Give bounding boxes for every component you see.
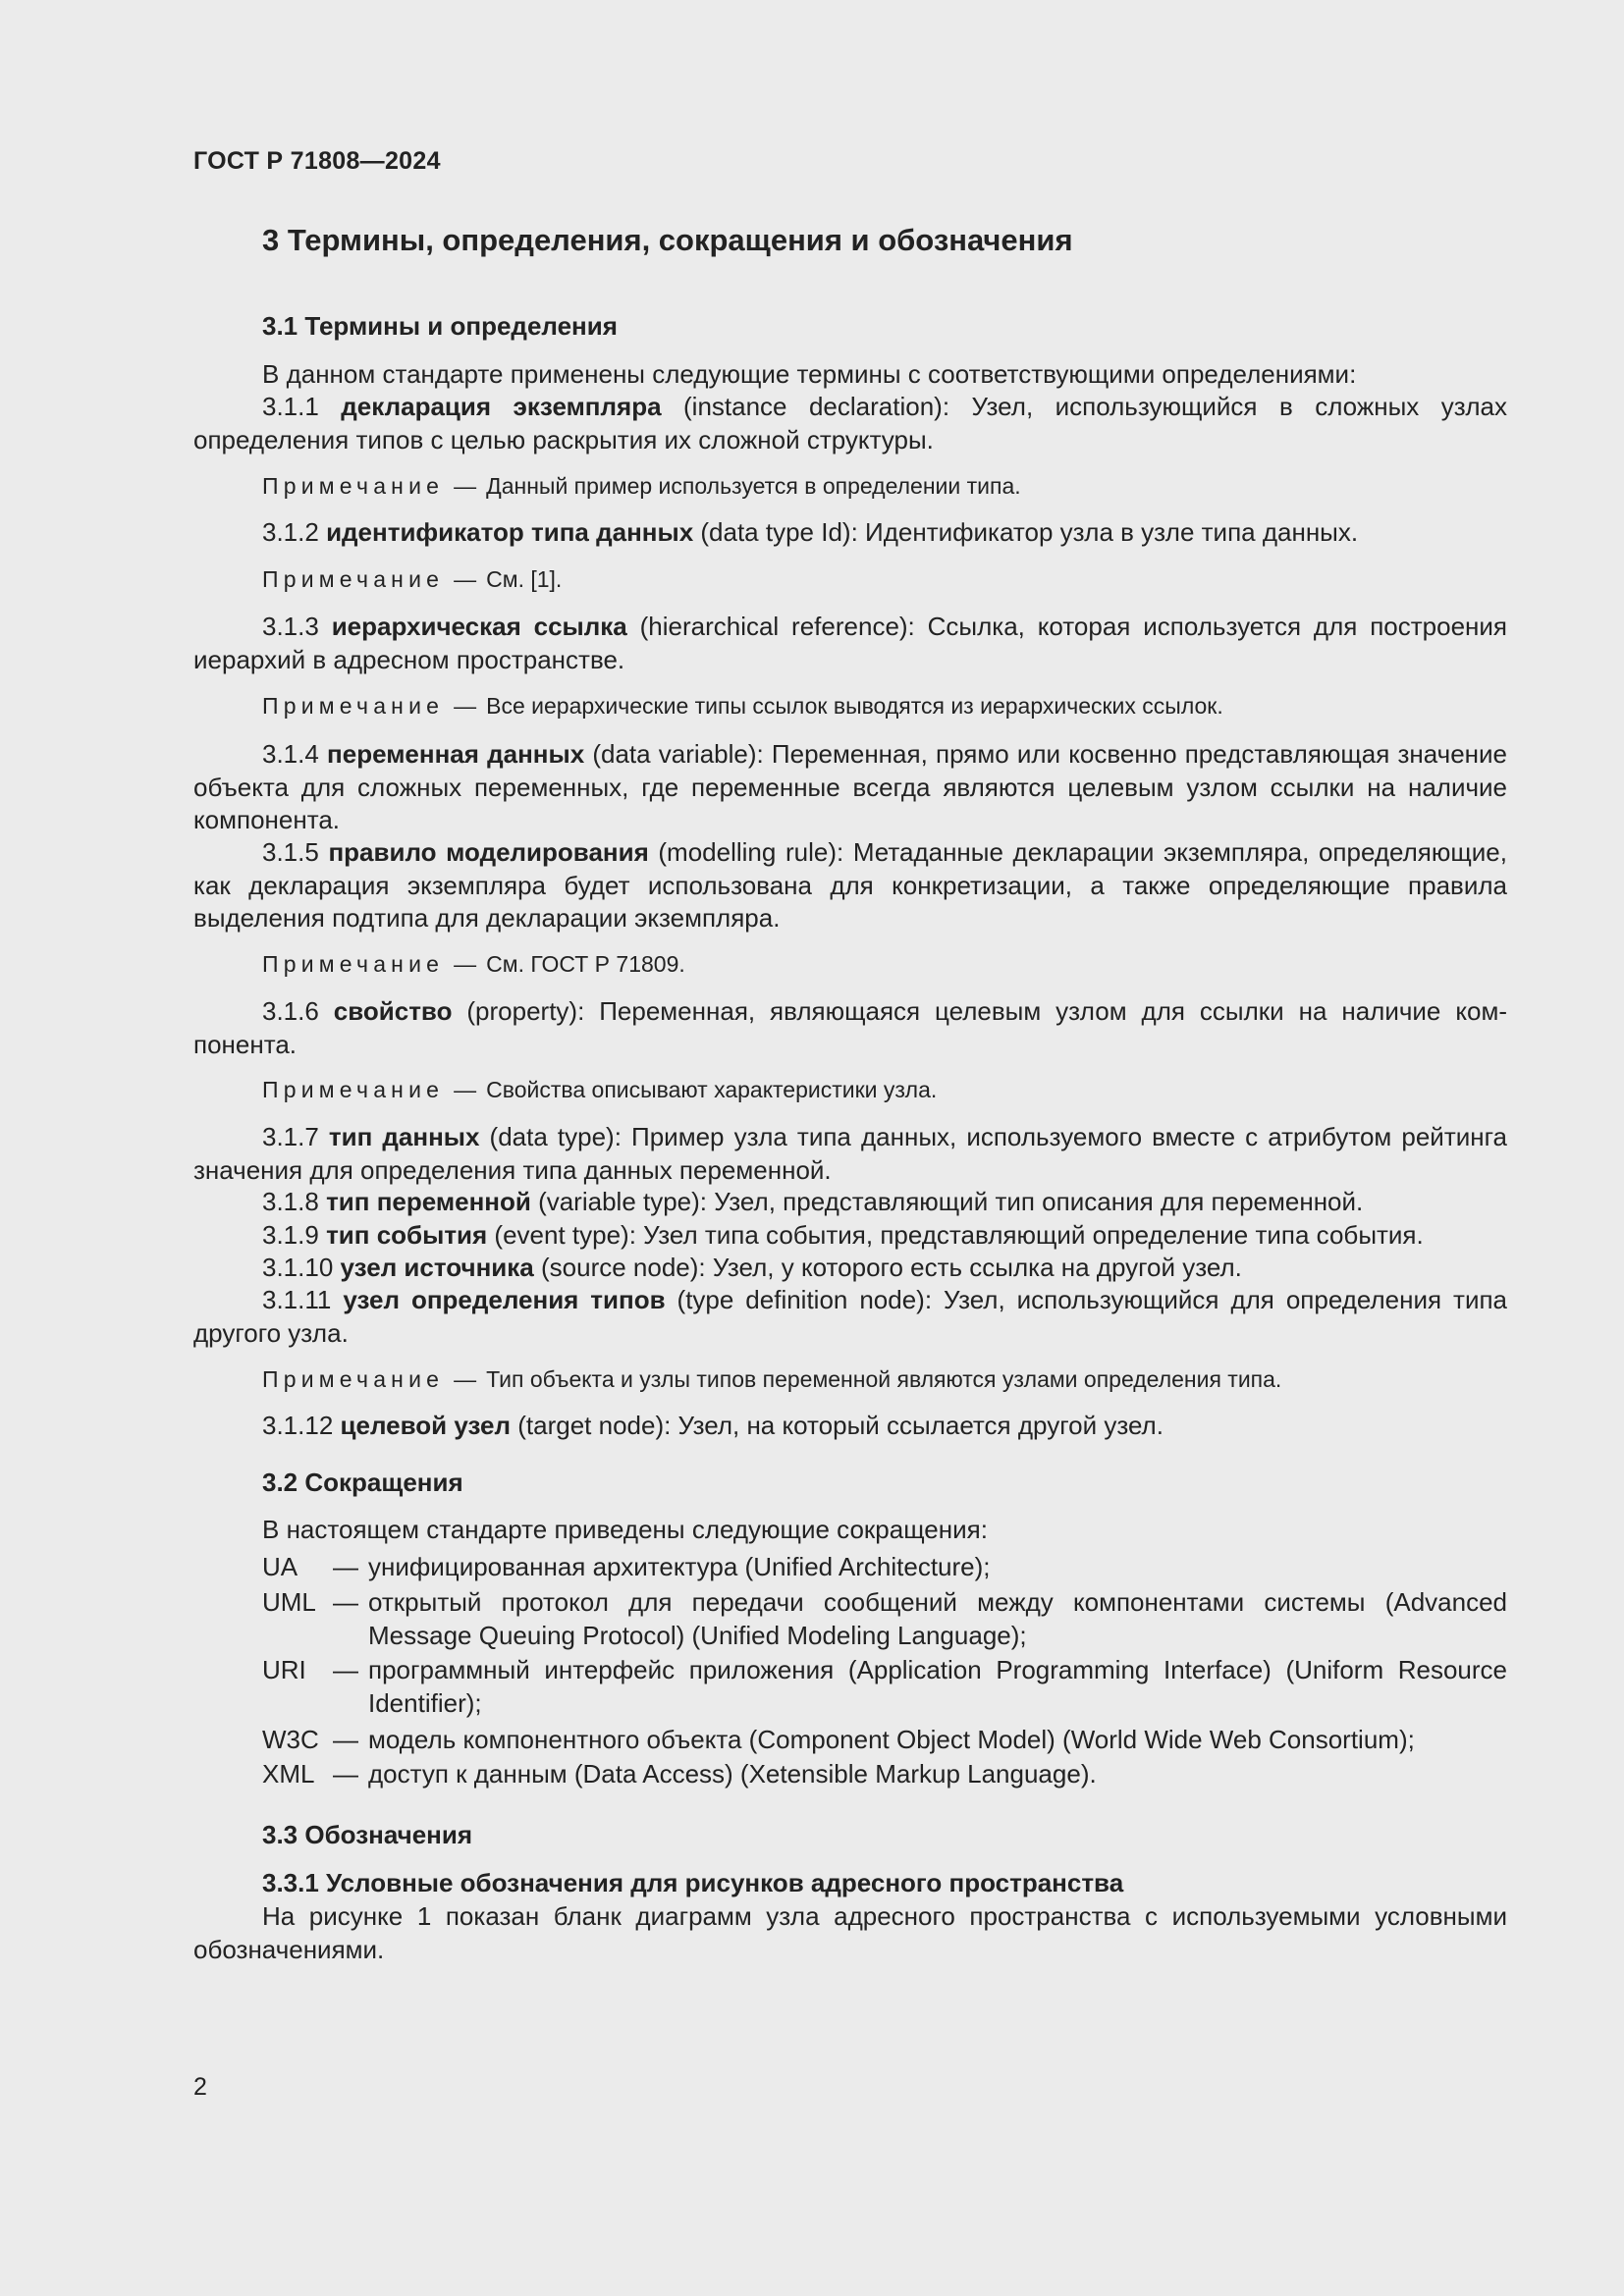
term-3-1-3: 3.1.3 иерархическая ссылка (hierarchical reference): Ссылка, которая используется для построения иерархий в адресном пространстве. xyxy=(193,612,1507,674)
term-3-1-9: 3.1.9 тип события (event type): Узел типа события, представляющий определение типа события. xyxy=(262,1220,1424,1250)
term-3-1-1 xyxy=(193,391,1507,456)
term-definition: (instance declaration): Узел, использующийся в сложных узлах определения типов с целью раскрытия их сложной структуры. xyxy=(193,392,1507,454)
document-header: ГОСТ Р 71808—2024 xyxy=(193,147,441,175)
abbreviation-code: UA xyxy=(262,1552,298,1581)
term-3-1-8: 3.1.8 тип переменной (variable type): Узел, представляющий тип описания для переменной. xyxy=(262,1187,1364,1216)
note-1: Примечание — Данный пример используется в определении типа. xyxy=(262,473,1021,499)
abbreviation-row: W3C — модель компонентного объекта (Component Object Model) (World Wide Web Consortium); xyxy=(262,1725,1415,1754)
term-3-1-7: 3.1.7 тип данных (data type): Пример узла типа данных, используемого вместе с атрибутом рейтинга значения для определения типа данных переменной. xyxy=(193,1122,1507,1185)
subsection-title-3-3-1: 3.3.1 Условные обозначения для рисунков адресного пространства xyxy=(262,1868,1124,1897)
note-5: Примечание — Свойства описывают характеристики узла. xyxy=(262,1077,938,1102)
subsection-title-3-1: 3.1 Термины и определения xyxy=(262,311,618,341)
section-title: 3 Термины, определения, сокращения и обозначения xyxy=(262,223,1073,257)
paragraph-3-3-1: На рисунке 1 показан бланк диаграмм узла адресного пространства с используемыми условными обозначениями. xyxy=(193,1901,1507,1964)
term-number: 3.1.1 xyxy=(262,392,319,421)
subsection-title-3-3: 3.3 Обозначения xyxy=(262,1820,473,1849)
note-4: Примечание — См. ГОСТ Р 71809. xyxy=(262,951,685,977)
term-3-1-10: 3.1.10 узел источника (source node): Узел, у которого есть ссылка на другой узел. xyxy=(262,1253,1242,1282)
term-3-1-11: 3.1.11 узел определения типов (type definition node): Узел, использующийся для определения типа другого узла. xyxy=(193,1285,1508,1348)
term-name: декларация экземпляра xyxy=(341,392,662,421)
intro-3-1: В данном стандарте применены следующие термины с соответствующими определениями: xyxy=(262,359,1357,389)
note-text: Данный пример используется в определении типа. xyxy=(486,473,1021,499)
abbreviation-row: URI — программный интерфейс приложения (Application Programming Interface) (Uniform Resource Identifier); xyxy=(262,1655,1507,1718)
note-3: Примечание — Все иерархические типы ссылок выводятся из иерархических ссылок. xyxy=(262,693,1223,719)
note-6: Примечание — Тип объекта и узлы типов переменной являются узлами определения типа. xyxy=(262,1366,1282,1392)
note-label: Примечание xyxy=(262,473,445,499)
term-3-1-12: 3.1.12 целевой узел (target node): Узел, на который ссылается другой узел. xyxy=(262,1411,1164,1440)
term-3-1-6: 3.1.6 свойство (property): Переменная, являющаяся целевым узлом для ссылки на наличие компонента. xyxy=(193,996,1507,1059)
abbreviation-row: XML — доступ к данным (Data Access) (Xetensible Markup Language). xyxy=(262,1759,1097,1789)
note-2: Примечание — См. [1]. xyxy=(262,566,563,592)
page-number: 2 xyxy=(193,2073,207,2101)
term-3-1-5: 3.1.5 правило моделирования (modelling rule): Метаданные декларации экземпляра, определяющие, как декларация экземпляра будет использована для конкретизации, а также определяющие правила выделения подтипа для декларации экземпляра. xyxy=(193,837,1507,933)
abbreviation-text: унифицированная архитектура (Unified Architecture); xyxy=(368,1552,991,1581)
subsection-title-3-2: 3.2 Сокращения xyxy=(262,1468,463,1497)
term-3-1-2: 3.1.2 идентификатор типа данных (data type Id): Идентификатор узла в узле типа данных. xyxy=(262,517,1359,547)
abbreviation-row: UA — унифицированная архитектура (Unified Architecture); xyxy=(262,1551,1507,1584)
intro-3-2: В настоящем стандарте приведены следующие сокращения: xyxy=(262,1515,988,1544)
term-3-1-4: 3.1.4 переменная данных (data variable): Переменная, прямо или косвенно представляющая значение объекта для сложных переменных, где переменные всегда являются целевым узлом ссылки на наличие компонента. xyxy=(193,739,1507,834)
abbreviation-row: UML — открытый протокол для передачи сообщений между компонентами системы (Advanced Message Queuing Protocol) (Unified Modeling Language); xyxy=(262,1587,1507,1650)
